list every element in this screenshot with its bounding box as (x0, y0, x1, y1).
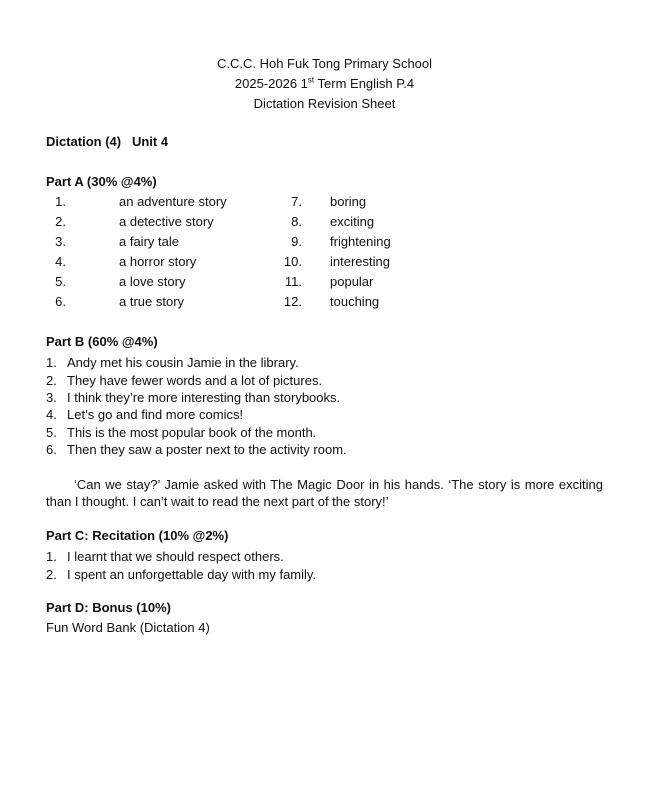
term-prefix: 2025-2026 1 (234, 76, 308, 91)
part-a-row (46, 192, 446, 212)
item-text: boring (330, 194, 367, 209)
item-text: touching (330, 294, 380, 309)
item-number: 1. (46, 549, 57, 564)
item-text: exciting (330, 214, 375, 229)
part-a-row (46, 212, 446, 232)
item-number: 9. (291, 234, 302, 249)
item-number: 3. (55, 234, 66, 249)
part-b-item (46, 441, 347, 458)
item-number: 1. (55, 194, 66, 209)
part-a-heading: Part A (30% @4%) (46, 174, 157, 189)
item-number: 6. (55, 294, 66, 309)
school-name: C.C.C. Hoh Fuk Tong Primary School (216, 56, 433, 71)
item-number: 5. (46, 425, 57, 440)
part-b-item (46, 406, 243, 423)
part-b-item (46, 389, 340, 406)
item-number: 5. (55, 274, 66, 289)
item-text: frightening (330, 234, 391, 249)
item-number: 10. (283, 254, 302, 269)
part-b-item (46, 354, 299, 371)
item-text: Let’s go and find more comics! (67, 407, 244, 422)
item-number: 3. (46, 390, 57, 405)
item-text: I learnt that we should respect others. (67, 549, 284, 564)
item-text: Andy met his cousin Jamie in the library. (67, 355, 299, 370)
term-line (0, 74, 649, 94)
part-b-item (46, 372, 322, 389)
item-number: 8. (291, 214, 302, 229)
item-text: interesting (330, 254, 390, 269)
item-text: They have fewer words and a lot of pictures. (67, 373, 323, 388)
item-number: 2. (46, 373, 57, 388)
item-number: 7. (291, 194, 302, 209)
item-number: 2. (46, 567, 57, 582)
term-superscript: st (307, 75, 315, 85)
part-d-text: Fun Word Bank (Dictation 4) (46, 620, 210, 635)
document-header (0, 54, 649, 114)
part-a-row (46, 252, 446, 272)
item-number: 4. (55, 254, 66, 269)
dictation-heading: Dictation (4) Unit 4 (46, 134, 169, 149)
item-number: 12. (283, 294, 302, 309)
item-text: This is the most popular book of the month. (67, 425, 317, 440)
item-text: popular (330, 274, 374, 289)
part-a-row (46, 292, 446, 312)
part-a-row (46, 272, 446, 292)
part-b-paragraph: ‘Can we stay?’ Jamie asked with The Magic Door in his hands. ‘The story is more exciting than I thought. I can’t wait to read the next part of the story!’ (46, 477, 603, 509)
item-text: a horror story (119, 254, 197, 269)
part-c-heading: Part C: Recitation (10% @2%) (46, 528, 229, 543)
item-text: I think they’re more interesting than storybooks. (67, 390, 341, 405)
item-text: I spent an unforgettable day with my family. (67, 567, 317, 582)
term-suffix: Term English P.4 (314, 76, 415, 91)
part-c-item (46, 548, 284, 565)
item-text: a love story (119, 274, 186, 289)
item-number: 4. (46, 407, 57, 422)
part-b-item (46, 424, 316, 441)
part-d-heading: Part D: Bonus (10%) (46, 600, 171, 615)
item-text: Then they saw a poster next to the activity room. (67, 442, 347, 457)
part-b-heading: Part B (60% @4%) (46, 334, 158, 349)
item-text: an adventure story (119, 194, 227, 209)
part-c-item (46, 566, 316, 583)
item-number: 11. (284, 274, 302, 289)
item-text: a true story (119, 294, 185, 309)
item-number: 6. (46, 442, 57, 457)
sheet-title: Dictation Revision Sheet (253, 96, 396, 111)
item-text: a detective story (119, 214, 214, 229)
item-number: 1. (46, 355, 57, 370)
item-text: a fairy tale (119, 234, 179, 249)
part-a-row (46, 232, 446, 252)
item-number: 2. (55, 214, 66, 229)
